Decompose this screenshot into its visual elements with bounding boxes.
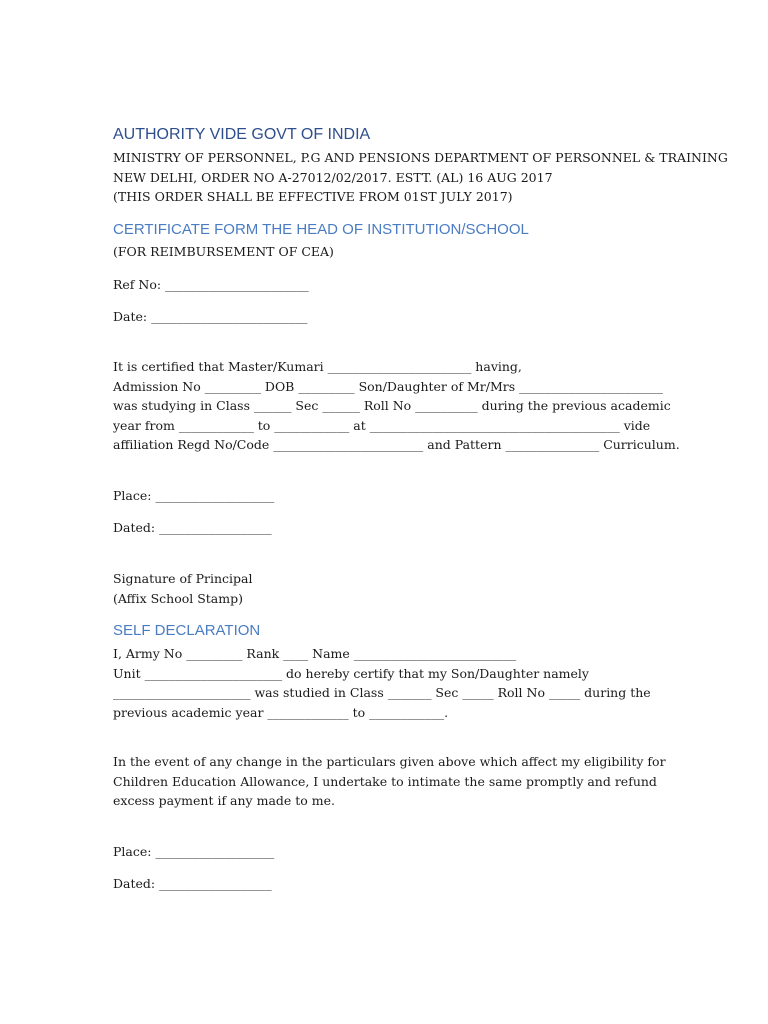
certificate-body [113, 357, 680, 455]
undertaking-line-2: Children Education Allowance, I undertake to intimate the same promptly and refund [113, 773, 657, 789]
document-title: AUTHORITY VIDE GOVT OF INDIA [113, 126, 371, 143]
signature-label: Signature of Principal [113, 571, 253, 586]
declaration-line-2: Unit ______________________ do hereby certify that my Son/Daughter namely [113, 665, 589, 681]
declaration-dated-field: Dated: __________________ [113, 876, 272, 891]
certificate-subtitle: (FOR REIMBURSEMENT OF CEA) [113, 244, 334, 259]
declaration-line-3: ______________________ was studied in Class _______ Sec _____ Roll No _____ during the [113, 685, 651, 700]
ref-no-field: Ref No: _______________________ [113, 277, 309, 292]
certificate-line-2: Admission No _________ DOB _________ Son/Daughter of Mr/Mrs _______________________ [113, 378, 663, 394]
certificate-title: CERTIFICATE FORM THE HEAD OF INSTITUTION/SCHOOL [113, 221, 529, 238]
declaration-body [113, 644, 651, 722]
order-header-block [113, 148, 728, 207]
declaration-place-field: Place: ___________________ [113, 844, 275, 859]
undertaking-paragraph [113, 752, 666, 811]
date-field: Date: _________________________ [113, 309, 308, 324]
dated-field: Dated: __________________ [113, 520, 272, 535]
undertaking-line-3: excess payment if any made to me. [113, 793, 336, 808]
declaration-line-1: I, Army No _________ Rank ____ Name __________________________ [113, 646, 517, 661]
stamp-label: (Affix School Stamp) [113, 590, 243, 606]
order-line-3: (THIS ORDER SHALL BE EFFECTIVE FROM 01ST JULY 2017) [113, 189, 513, 204]
certificate-line-3: was studying in Class ______ Sec ______ Roll No __________ during the previous academic [113, 398, 671, 413]
place-field: Place: ___________________ [113, 488, 275, 503]
certificate-line-5: affiliation Regd No/Code ________________________ and Pattern _______________ Curriculum. [113, 437, 680, 452]
signature-block [113, 569, 253, 608]
order-line-1: MINISTRY OF PERSONNEL, P.G AND PENSIONS DEPARTMENT OF PERSONNEL & TRAINING [113, 150, 728, 165]
certificate-line-4: year from ____________ to ____________ at ________________________________________ vide [113, 417, 651, 433]
order-line-2: NEW DELHI, ORDER NO A-27012/02/2017. ESTT. (AL) 16 AUG 2017 [113, 169, 553, 185]
certificate-line-1: It is certified that Master/Kumari _______________________ having, [113, 359, 522, 374]
undertaking-line-1: In the event of any change in the particulars given above which affect my eligibility for [113, 754, 666, 769]
declaration-line-4: previous academic year _____________ to ____________. [113, 704, 449, 720]
declaration-title: SELF DECLARATION [113, 622, 261, 639]
